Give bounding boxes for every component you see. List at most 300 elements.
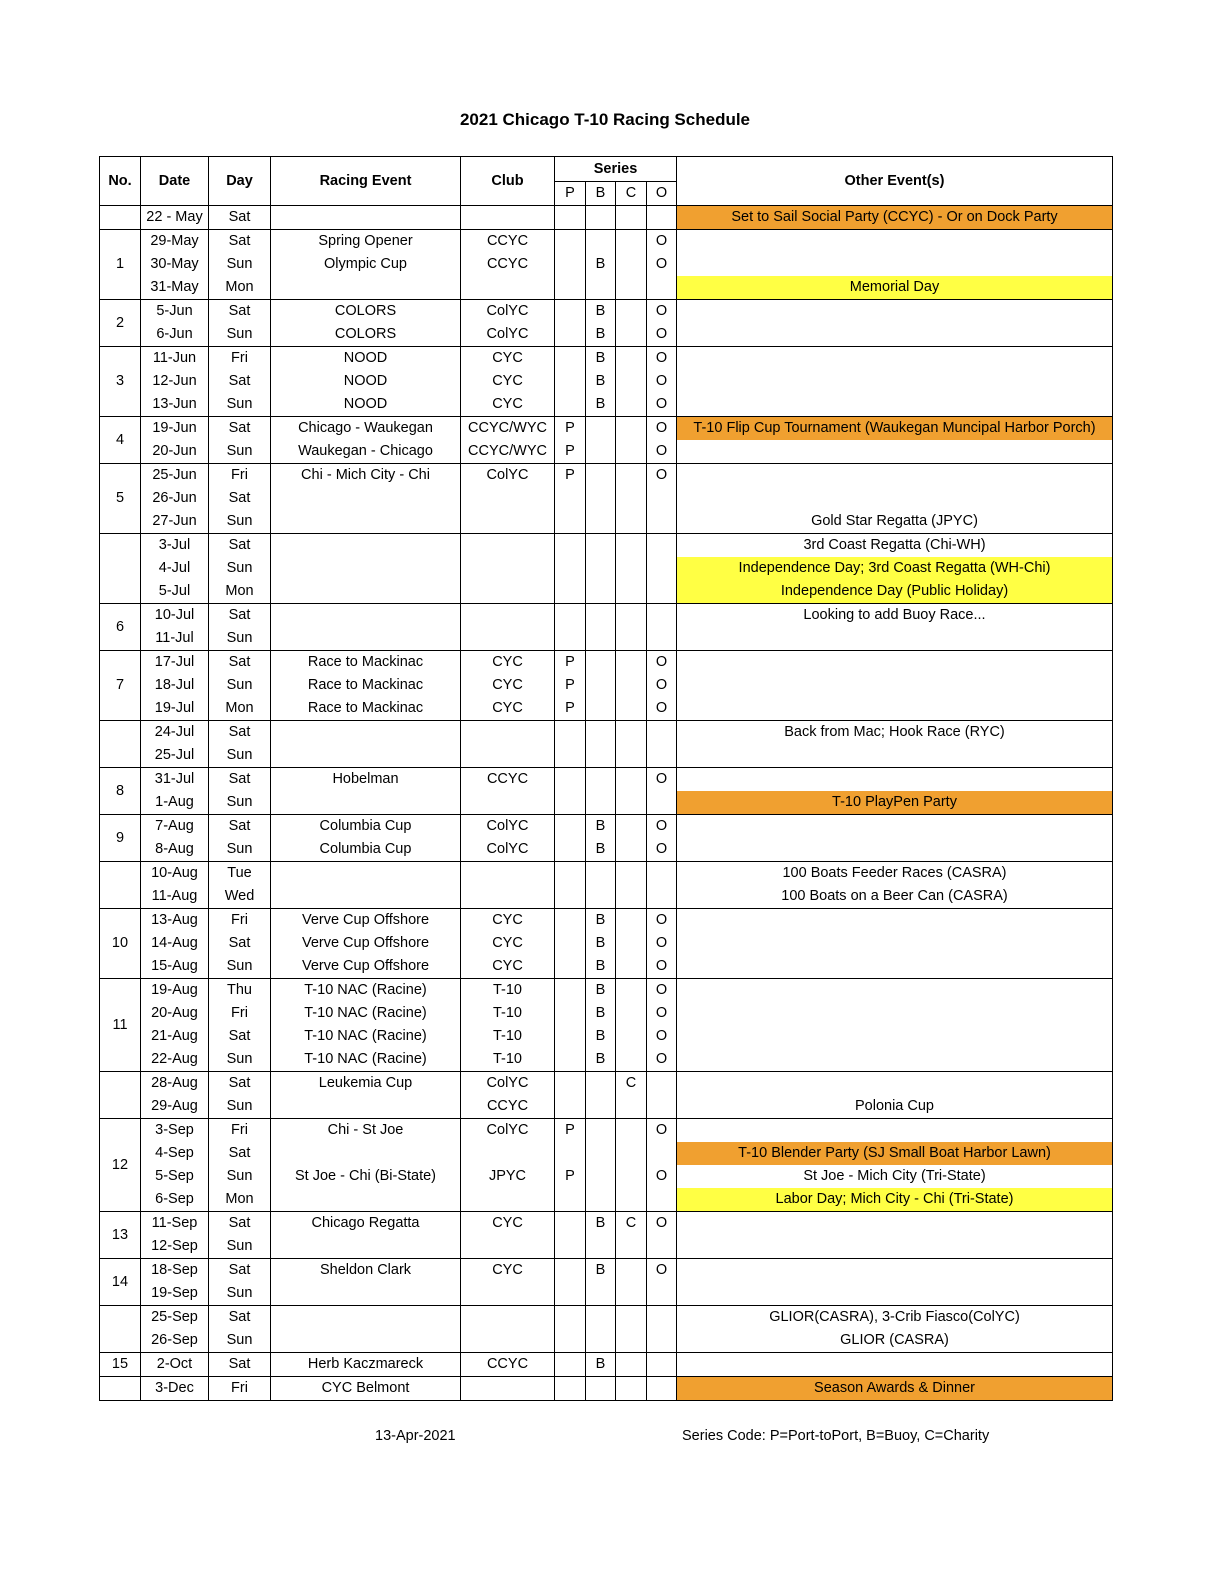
- cell-club: [461, 1282, 555, 1306]
- cell-date: 3-Dec: [141, 1377, 209, 1401]
- cell-date: 15-Aug: [141, 955, 209, 979]
- cell-series-c: [616, 253, 647, 276]
- cell-series-p: [555, 1329, 586, 1353]
- table-row: [100, 1353, 1113, 1377]
- cell-series-b: [586, 1329, 616, 1353]
- cell-date: 12-Sep: [141, 1235, 209, 1259]
- cell-series-b: [586, 697, 616, 721]
- table-row: [100, 276, 1113, 300]
- cell-racing-event: [271, 276, 461, 300]
- header-day: Day: [209, 157, 271, 206]
- cell-date: 13-Jun: [141, 393, 209, 417]
- cell-series-b: B: [586, 300, 616, 324]
- cell-racing-event: St Joe - Chi (Bi-State): [271, 1165, 461, 1188]
- cell-club: T-10: [461, 979, 555, 1003]
- cell-series-o: O: [647, 768, 677, 792]
- cell-date: 20-Aug: [141, 1002, 209, 1025]
- cell-date: 1-Aug: [141, 791, 209, 815]
- cell-series-c: [616, 1282, 647, 1306]
- cell-series-b: B: [586, 838, 616, 862]
- cell-date: 19-Jul: [141, 697, 209, 721]
- cell-racing-event: Waukegan - Chicago: [271, 440, 461, 464]
- table-row: [100, 1048, 1113, 1072]
- cell-date: 5-Jun: [141, 300, 209, 324]
- cell-series-c: [616, 838, 647, 862]
- cell-day: Sun: [209, 1282, 271, 1306]
- cell-series-o: [647, 1306, 677, 1330]
- cell-series-b: [586, 791, 616, 815]
- cell-series-o: O: [647, 1165, 677, 1188]
- cell-racing-event: [271, 1329, 461, 1353]
- table-row: [100, 674, 1113, 697]
- cell-racing-event: COLORS: [271, 300, 461, 324]
- cell-series-o: O: [647, 323, 677, 347]
- cell-no: 14: [100, 1259, 141, 1306]
- cell-date: 11-Jun: [141, 347, 209, 371]
- cell-date: 6-Sep: [141, 1188, 209, 1212]
- cell-no: [100, 1377, 141, 1401]
- cell-series-p: P: [555, 697, 586, 721]
- cell-other-events: St Joe - Mich City (Tri-State): [677, 1165, 1113, 1188]
- cell-series-c: [616, 744, 647, 768]
- cell-series-o: O: [647, 1212, 677, 1236]
- cell-series-p: [555, 1095, 586, 1119]
- cell-other-events: [677, 674, 1113, 697]
- header-series: Series: [555, 157, 677, 182]
- cell-racing-event: [271, 580, 461, 604]
- cell-series-o: [647, 744, 677, 768]
- cell-club: [461, 1377, 555, 1401]
- cell-club: CYC: [461, 932, 555, 955]
- cell-racing-event: [271, 885, 461, 909]
- cell-series-b: B: [586, 955, 616, 979]
- cell-series-o: O: [647, 253, 677, 276]
- cell-other-events: [677, 744, 1113, 768]
- cell-club: T-10: [461, 1048, 555, 1072]
- cell-series-b: [586, 276, 616, 300]
- cell-series-p: [555, 1282, 586, 1306]
- cell-series-o: [647, 1095, 677, 1119]
- cell-series-b: [586, 464, 616, 488]
- cell-series-c: [616, 768, 647, 792]
- cell-day: Sat: [209, 651, 271, 675]
- table-row: [100, 885, 1113, 909]
- cell-other-events: [677, 1259, 1113, 1283]
- cell-other-events: 100 Boats on a Beer Can (CASRA): [677, 885, 1113, 909]
- cell-series-p: [555, 955, 586, 979]
- cell-date: 6-Jun: [141, 323, 209, 347]
- cell-club: T-10: [461, 1002, 555, 1025]
- cell-other-events: [677, 393, 1113, 417]
- cell-series-o: O: [647, 1025, 677, 1048]
- cell-club: [461, 604, 555, 628]
- cell-series-c: [616, 534, 647, 558]
- cell-day: Sun: [209, 791, 271, 815]
- cell-series-b: B: [586, 347, 616, 371]
- cell-series-c: [616, 955, 647, 979]
- cell-series-b: B: [586, 393, 616, 417]
- cell-other-events: 100 Boats Feeder Races (CASRA): [677, 862, 1113, 886]
- cell-other-events: [677, 1048, 1113, 1072]
- cell-series-c: [616, 487, 647, 510]
- cell-series-c: [616, 1329, 647, 1353]
- cell-series-p: [555, 393, 586, 417]
- cell-day: Mon: [209, 580, 271, 604]
- cell-racing-event: T-10 NAC (Racine): [271, 1048, 461, 1072]
- cell-series-o: [647, 791, 677, 815]
- cell-series-p: [555, 230, 586, 254]
- cell-club: [461, 791, 555, 815]
- cell-series-o: O: [647, 979, 677, 1003]
- cell-other-events: Independence Day (Public Holiday): [677, 580, 1113, 604]
- table-row: [100, 417, 1113, 441]
- cell-series-c: [616, 1142, 647, 1165]
- table-row: [100, 768, 1113, 792]
- cell-racing-event: COLORS: [271, 323, 461, 347]
- cell-series-o: [647, 721, 677, 745]
- cell-date: 3-Sep: [141, 1119, 209, 1143]
- cell-series-p: [555, 323, 586, 347]
- cell-series-c: [616, 697, 647, 721]
- cell-other-events: [677, 464, 1113, 488]
- cell-series-p: [555, 347, 586, 371]
- cell-series-o: [647, 487, 677, 510]
- footer-date: 13-Apr-2021: [375, 1428, 456, 1444]
- cell-series-o: [647, 206, 677, 230]
- header-other-events: Other Event(s): [677, 157, 1113, 206]
- cell-series-p: [555, 1025, 586, 1048]
- cell-date: 24-Jul: [141, 721, 209, 745]
- cell-series-o: [647, 1329, 677, 1353]
- schedule-body: [100, 206, 1113, 1401]
- table-row: [100, 440, 1113, 464]
- cell-date: 21-Aug: [141, 1025, 209, 1048]
- cell-racing-event: Race to Mackinac: [271, 674, 461, 697]
- cell-racing-event: [271, 487, 461, 510]
- cell-series-p: [555, 979, 586, 1003]
- cell-day: Sat: [209, 1306, 271, 1330]
- cell-racing-event: Verve Cup Offshore: [271, 955, 461, 979]
- cell-series-p: P: [555, 440, 586, 464]
- cell-racing-event: Hobelman: [271, 768, 461, 792]
- cell-series-c: [616, 510, 647, 534]
- cell-series-b: B: [586, 815, 616, 839]
- cell-club: ColYC: [461, 300, 555, 324]
- cell-other-events: Gold Star Regatta (JPYC): [677, 510, 1113, 534]
- cell-day: Sat: [209, 487, 271, 510]
- cell-series-b: [586, 1188, 616, 1212]
- cell-other-events: [677, 1282, 1113, 1306]
- cell-series-b: B: [586, 253, 616, 276]
- cell-series-c: [616, 370, 647, 393]
- cell-club: T-10: [461, 1025, 555, 1048]
- table-row: [100, 838, 1113, 862]
- cell-club: [461, 487, 555, 510]
- cell-date: 25-Jun: [141, 464, 209, 488]
- cell-series-p: [555, 487, 586, 510]
- cell-racing-event: [271, 604, 461, 628]
- cell-day: Mon: [209, 1188, 271, 1212]
- cell-series-p: [555, 1353, 586, 1377]
- table-row: [100, 557, 1113, 580]
- cell-series-o: O: [647, 393, 677, 417]
- cell-day: Sat: [209, 1142, 271, 1165]
- cell-series-c: [616, 979, 647, 1003]
- table-row: [100, 580, 1113, 604]
- table-row: [100, 393, 1113, 417]
- cell-series-p: [555, 534, 586, 558]
- cell-day: Sun: [209, 1165, 271, 1188]
- cell-club: [461, 862, 555, 886]
- cell-date: 22-Aug: [141, 1048, 209, 1072]
- cell-series-o: [647, 1188, 677, 1212]
- cell-club: ColYC: [461, 815, 555, 839]
- cell-series-b: [586, 230, 616, 254]
- cell-series-b: [586, 627, 616, 651]
- cell-series-o: [647, 1353, 677, 1377]
- cell-series-c: [616, 1235, 647, 1259]
- table-row: [100, 604, 1113, 628]
- table-row: [100, 464, 1113, 488]
- cell-day: Sun: [209, 838, 271, 862]
- cell-date: 11-Jul: [141, 627, 209, 651]
- cell-date: 27-Jun: [141, 510, 209, 534]
- cell-racing-event: NOOD: [271, 370, 461, 393]
- cell-series-b: [586, 604, 616, 628]
- cell-day: Sat: [209, 534, 271, 558]
- cell-club: CCYC: [461, 230, 555, 254]
- cell-club: [461, 885, 555, 909]
- cell-series-b: [586, 1306, 616, 1330]
- cell-series-p: [555, 838, 586, 862]
- cell-series-o: [647, 276, 677, 300]
- cell-series-c: [616, 1165, 647, 1188]
- table-row: [100, 323, 1113, 347]
- cell-no: 1: [100, 230, 141, 300]
- cell-date: 18-Jul: [141, 674, 209, 697]
- cell-series-c: [616, 557, 647, 580]
- cell-racing-event: Race to Mackinac: [271, 651, 461, 675]
- cell-date: 26-Jun: [141, 487, 209, 510]
- cell-series-p: [555, 909, 586, 933]
- cell-series-b: [586, 417, 616, 441]
- cell-other-events: [677, 815, 1113, 839]
- cell-racing-event: [271, 791, 461, 815]
- cell-racing-event: [271, 510, 461, 534]
- cell-series-p: [555, 744, 586, 768]
- cell-series-b: [586, 1235, 616, 1259]
- cell-no: [100, 534, 141, 604]
- cell-day: Sun: [209, 744, 271, 768]
- cell-series-o: [647, 534, 677, 558]
- cell-no: 2: [100, 300, 141, 347]
- cell-racing-event: Sheldon Clark: [271, 1259, 461, 1283]
- cell-series-c: C: [616, 1212, 647, 1236]
- table-row: [100, 1259, 1113, 1283]
- cell-series-p: [555, 768, 586, 792]
- cell-racing-event: [271, 721, 461, 745]
- cell-date: 30-May: [141, 253, 209, 276]
- cell-racing-event: Chicago Regatta: [271, 1212, 461, 1236]
- cell-series-c: [616, 885, 647, 909]
- cell-date: 4-Sep: [141, 1142, 209, 1165]
- cell-series-o: O: [647, 230, 677, 254]
- cell-other-events: [677, 300, 1113, 324]
- cell-club: [461, 557, 555, 580]
- cell-series-p: P: [555, 417, 586, 441]
- footer-series-code: Series Code: P=Port-toPort, B=Buoy, C=Charity: [682, 1428, 990, 1444]
- cell-series-p: [555, 206, 586, 230]
- cell-day: Sun: [209, 557, 271, 580]
- cell-date: 5-Sep: [141, 1165, 209, 1188]
- cell-date: 4-Jul: [141, 557, 209, 580]
- cell-racing-event: NOOD: [271, 347, 461, 371]
- cell-racing-event: [271, 1235, 461, 1259]
- cell-series-b: [586, 1282, 616, 1306]
- cell-series-o: O: [647, 697, 677, 721]
- header-racing-event: Racing Event: [271, 157, 461, 206]
- cell-series-b: [586, 557, 616, 580]
- cell-series-b: [586, 885, 616, 909]
- table-row: [100, 1329, 1113, 1353]
- cell-series-o: [647, 580, 677, 604]
- cell-series-c: [616, 651, 647, 675]
- table-row: [100, 1095, 1113, 1119]
- cell-series-c: [616, 1095, 647, 1119]
- cell-day: Sun: [209, 253, 271, 276]
- cell-other-events: T-10 PlayPen Party: [677, 791, 1113, 815]
- cell-series-c: [616, 932, 647, 955]
- cell-other-events: Season Awards & Dinner: [677, 1377, 1113, 1401]
- cell-series-c: [616, 1353, 647, 1377]
- cell-other-events: [677, 323, 1113, 347]
- cell-series-b: [586, 1119, 616, 1143]
- cell-racing-event: [271, 534, 461, 558]
- cell-series-o: O: [647, 347, 677, 371]
- table-row: [100, 1025, 1113, 1048]
- cell-series-p: P: [555, 1165, 586, 1188]
- cell-racing-event: Verve Cup Offshore: [271, 909, 461, 933]
- cell-other-events: [677, 932, 1113, 955]
- table-row: [100, 487, 1113, 510]
- cell-day: Sat: [209, 1259, 271, 1283]
- cell-series-c: [616, 627, 647, 651]
- table-row: [100, 1235, 1113, 1259]
- cell-day: Fri: [209, 1002, 271, 1025]
- cell-club: ColYC: [461, 1072, 555, 1096]
- cell-club: CYC: [461, 1212, 555, 1236]
- cell-racing-event: Chicago - Waukegan: [271, 417, 461, 441]
- cell-other-events: [677, 370, 1113, 393]
- cell-club: CCYC: [461, 1095, 555, 1119]
- cell-series-b: [586, 487, 616, 510]
- cell-other-events: [677, 838, 1113, 862]
- cell-club: [461, 1142, 555, 1165]
- cell-other-events: [677, 909, 1113, 933]
- cell-other-events: Polonia Cup: [677, 1095, 1113, 1119]
- cell-day: Sun: [209, 674, 271, 697]
- table-row: [100, 651, 1113, 675]
- cell-date: 25-Sep: [141, 1306, 209, 1330]
- cell-no: 9: [100, 815, 141, 862]
- cell-series-p: P: [555, 464, 586, 488]
- cell-day: Sun: [209, 955, 271, 979]
- cell-racing-event: T-10 NAC (Racine): [271, 1002, 461, 1025]
- cell-date: 25-Jul: [141, 744, 209, 768]
- cell-club: [461, 276, 555, 300]
- cell-date: 11-Sep: [141, 1212, 209, 1236]
- table-row: [100, 370, 1113, 393]
- cell-day: Sat: [209, 1212, 271, 1236]
- cell-day: Sat: [209, 1353, 271, 1377]
- cell-day: Fri: [209, 1377, 271, 1401]
- cell-series-o: [647, 1282, 677, 1306]
- table-row: [100, 1212, 1113, 1236]
- cell-club: JPYC: [461, 1165, 555, 1188]
- cell-series-p: P: [555, 1119, 586, 1143]
- cell-series-c: [616, 580, 647, 604]
- cell-date: 3-Jul: [141, 534, 209, 558]
- cell-no: 13: [100, 1212, 141, 1259]
- cell-club: CYC: [461, 651, 555, 675]
- cell-series-p: [555, 604, 586, 628]
- cell-day: Sat: [209, 230, 271, 254]
- cell-series-o: [647, 1072, 677, 1096]
- cell-no: [100, 1072, 141, 1119]
- cell-other-events: [677, 1002, 1113, 1025]
- cell-series-c: [616, 604, 647, 628]
- cell-club: ColYC: [461, 1119, 555, 1143]
- cell-other-events: [677, 253, 1113, 276]
- cell-date: 20-Jun: [141, 440, 209, 464]
- cell-date: 10-Aug: [141, 862, 209, 886]
- cell-series-p: [555, 370, 586, 393]
- cell-series-o: O: [647, 932, 677, 955]
- cell-series-b: B: [586, 979, 616, 1003]
- cell-series-c: [616, 1002, 647, 1025]
- cell-series-b: B: [586, 1002, 616, 1025]
- cell-other-events: Labor Day; Mich City - Chi (Tri-State): [677, 1188, 1113, 1212]
- cell-club: CCYC: [461, 768, 555, 792]
- cell-series-c: [616, 393, 647, 417]
- cell-series-o: [647, 604, 677, 628]
- cell-club: [461, 744, 555, 768]
- cell-no: [100, 1306, 141, 1353]
- cell-series-o: [647, 1142, 677, 1165]
- cell-other-events: [677, 347, 1113, 371]
- cell-day: Sun: [209, 440, 271, 464]
- cell-other-events: [677, 979, 1113, 1003]
- cell-racing-event: [271, 1306, 461, 1330]
- cell-date: 5-Jul: [141, 580, 209, 604]
- cell-series-b: [586, 651, 616, 675]
- cell-other-events: T-10 Flip Cup Tournament (Waukegan Muncipal Harbor Porch): [677, 417, 1113, 441]
- cell-no: 12: [100, 1119, 141, 1212]
- cell-date: 22 - May: [141, 206, 209, 230]
- cell-club: [461, 206, 555, 230]
- cell-series-o: O: [647, 674, 677, 697]
- cell-series-o: [647, 885, 677, 909]
- cell-day: Sat: [209, 768, 271, 792]
- cell-no: [100, 206, 141, 230]
- cell-date: 31-May: [141, 276, 209, 300]
- cell-other-events: Looking to add Buoy Race...: [677, 604, 1113, 628]
- cell-series-c: [616, 1306, 647, 1330]
- cell-other-events: [677, 651, 1113, 675]
- cell-date: 19-Sep: [141, 1282, 209, 1306]
- cell-series-b: [586, 1377, 616, 1401]
- cell-series-b: [586, 721, 616, 745]
